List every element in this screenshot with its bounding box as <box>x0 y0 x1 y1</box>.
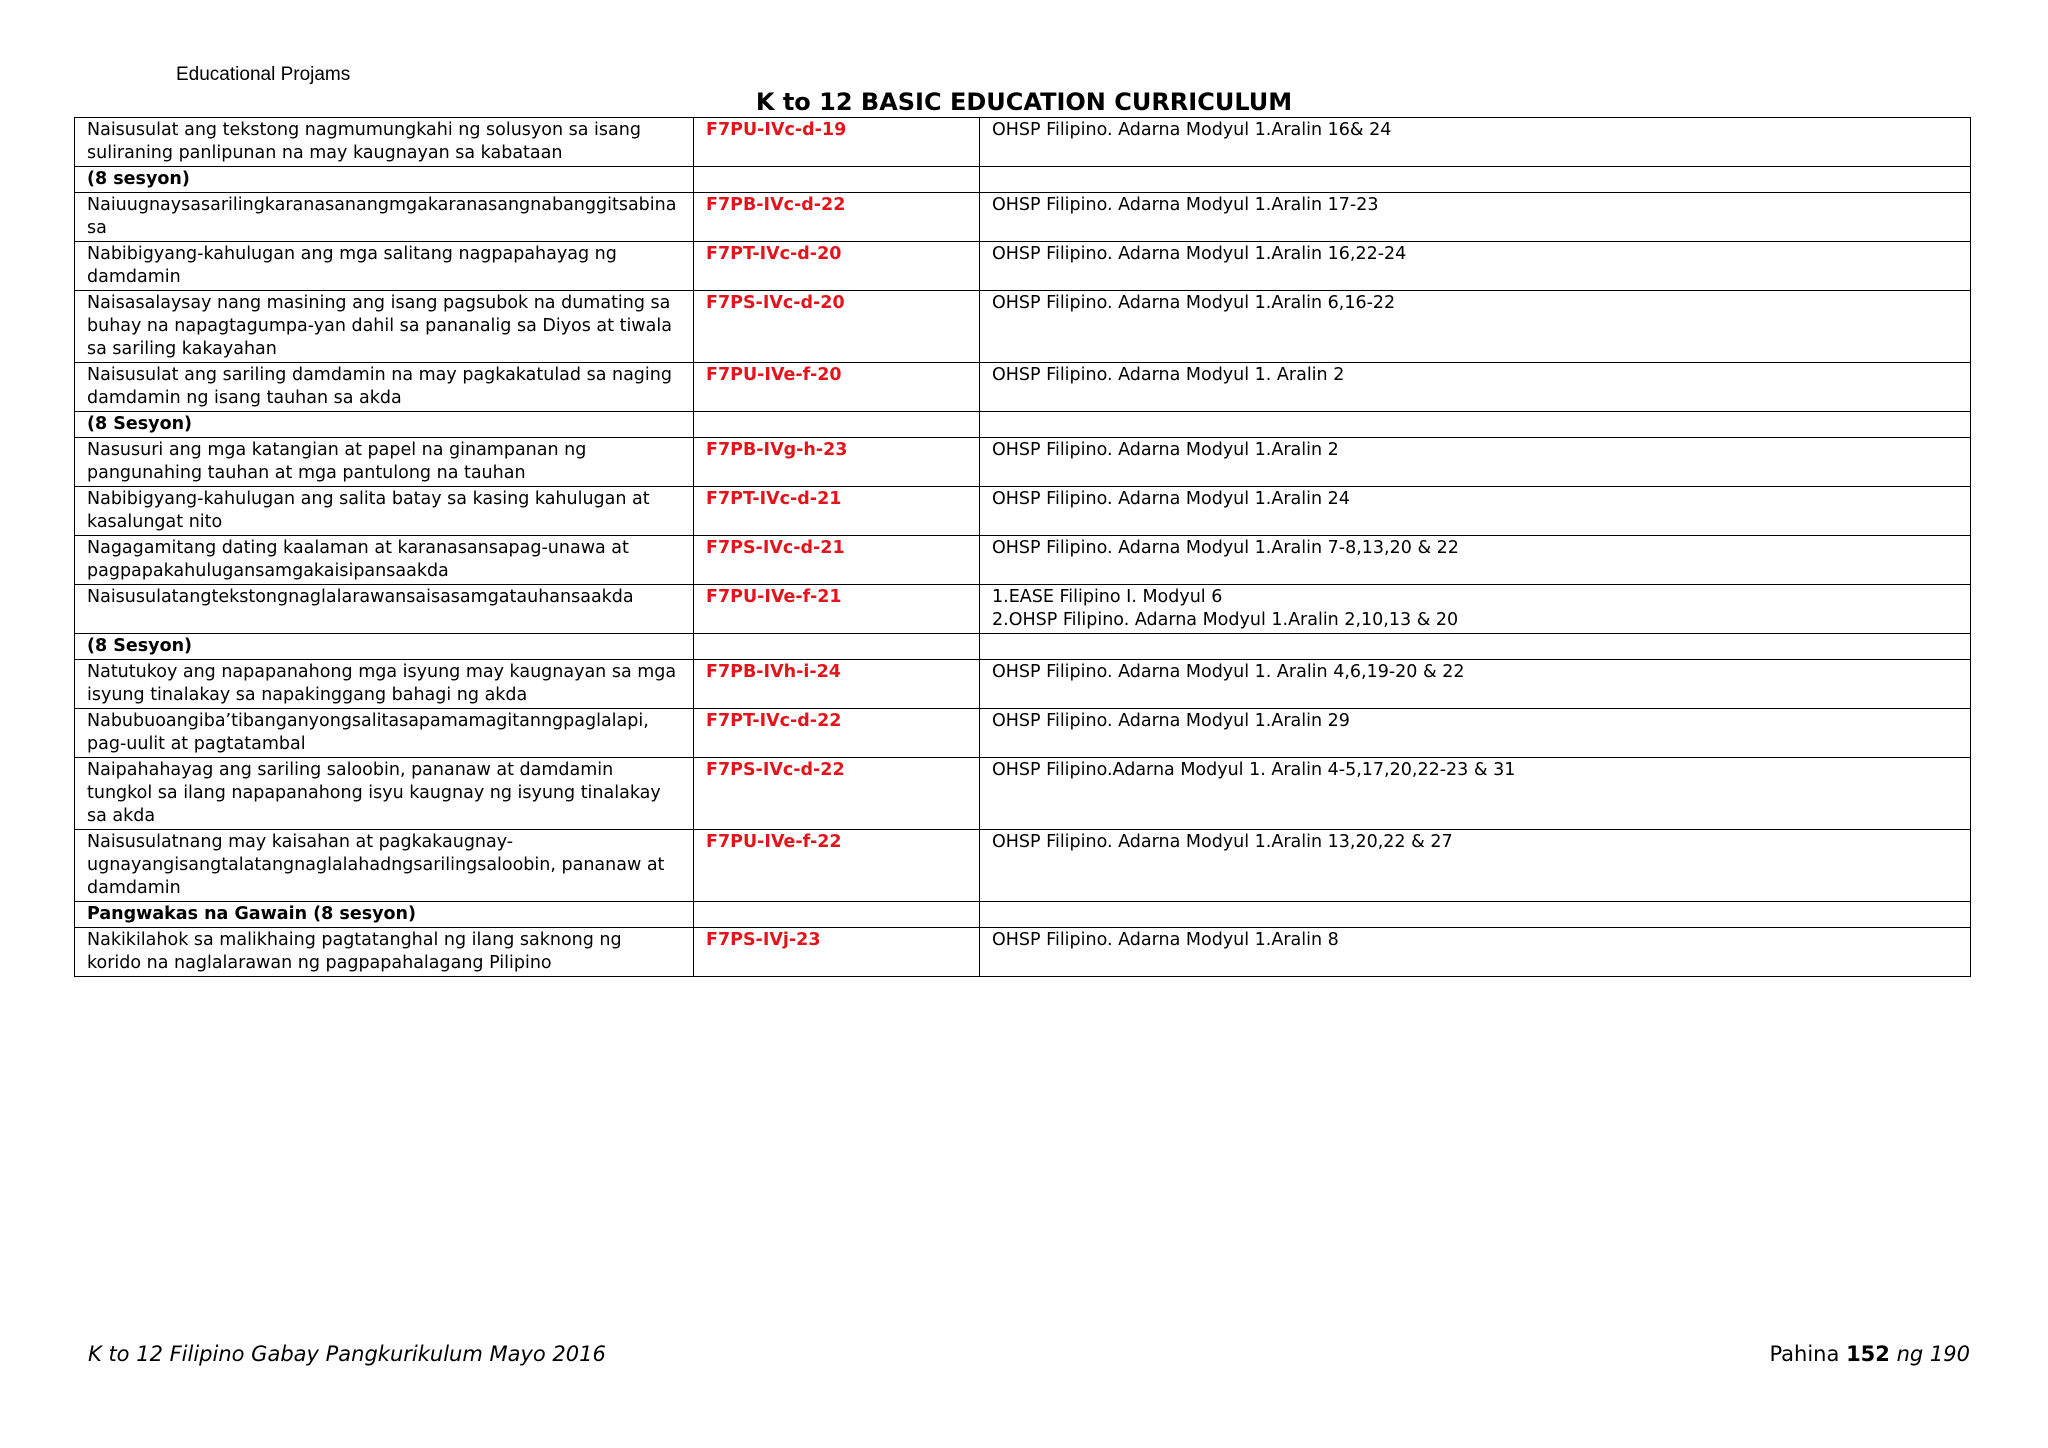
header-note: Educational Projams <box>176 64 351 85</box>
resource-line: OHSP Filipino. Adarna Modyul 1. Aralin 2 <box>992 365 1345 385</box>
resource-line: 2.OHSP Filipino. Adarna Modyul 1.Aralin 2,10,13 & 20 <box>992 610 1459 630</box>
table-row <box>75 758 1971 830</box>
resource-line: OHSP Filipino. Adarna Modyul 1. Aralin 4,6,19-20 & 22 <box>992 662 1465 682</box>
section-row <box>75 902 1971 928</box>
competency-cell: Nagagamitang dating kaalaman at karanasansapag-unawa at pagpapakahulugansamgakaisipansaakda <box>75 536 694 585</box>
resources-cell <box>980 928 1971 977</box>
resources-cell <box>980 118 1971 167</box>
section-heading: (8 Sesyon) <box>75 412 694 438</box>
code-cell: F7PS-IVj-23 <box>694 928 980 977</box>
code-cell <box>694 902 980 928</box>
resources-cell <box>980 167 1971 193</box>
resource-line: OHSP Filipino. Adarna Modyul 1.Aralin 2 <box>992 440 1339 460</box>
competency-cell: Nasusuri ang mga katangian at papel na ginampanan ng pangunahing tauhan at mga pantulong na tauhan <box>75 438 694 487</box>
code-cell: F7PS-IVc-d-22 <box>694 758 980 830</box>
resource-line: OHSP Filipino.Adarna Modyul 1. Aralin 4-5,17,20,22-23 & 31 <box>992 760 1516 780</box>
code-cell: F7PB-IVc-d-22 <box>694 193 980 242</box>
page-number: 152 <box>1846 1342 1890 1366</box>
table-row <box>75 118 1971 167</box>
code-cell <box>694 167 980 193</box>
resources-cell <box>980 363 1971 412</box>
code-cell: F7PU-IVe-f-21 <box>694 585 980 634</box>
resource-line: OHSP Filipino. Adarna Modyul 1.Aralin 24 <box>992 489 1350 509</box>
competency-cell: Naisusulatangtekstongnaglalarawansaisasamgatauhansaakda <box>75 585 694 634</box>
resource-line: OHSP Filipino. Adarna Modyul 1.Aralin 6,16-22 <box>992 293 1396 313</box>
table-row <box>75 438 1971 487</box>
resources-cell <box>980 634 1971 660</box>
competency-cell: Natutukoy ang napapanahong mga isyung may kaugnayan sa mga isyung tinalakay sa napakinggang bahagi ng akda <box>75 660 694 709</box>
page-total: ng 190 <box>1896 1342 1970 1366</box>
competency-cell: Naisasalaysay nang masining ang isang pagsubok na dumating sa buhay na napagtagumpa-yan dahil sa pananalig sa Diyos at tiwala sa sariling kakayahan <box>75 291 694 363</box>
section-row <box>75 634 1971 660</box>
footer-document-name: K to 12 Filipino Gabay Pangkurikulum Mayo 2016 <box>88 1342 606 1366</box>
competency-cell: Naipahahayag ang sariling saloobin, pananaw at damdamin tungkol sa ilang napapanahong isyu kaugnay ng isyung tinalakay sa akda <box>75 758 694 830</box>
resource-line: OHSP Filipino. Adarna Modyul 1.Aralin 16,22-24 <box>992 244 1407 264</box>
resource-line: OHSP Filipino. Adarna Modyul 1.Aralin 13,20,22 & 27 <box>992 832 1453 852</box>
code-cell: F7PU-IVe-f-22 <box>694 830 980 902</box>
resources-cell <box>980 585 1971 634</box>
section-heading: (8 Sesyon) <box>75 634 694 660</box>
resources-cell <box>980 291 1971 363</box>
resources-cell <box>980 660 1971 709</box>
resource-line: OHSP Filipino. Adarna Modyul 1.Aralin 8 <box>992 930 1339 950</box>
competency-cell: Naisusulat ang sariling damdamin na may pagkakatulad sa naging damdamin ng isang tauhan sa akda <box>75 363 694 412</box>
table-row <box>75 585 1971 634</box>
resources-cell <box>980 242 1971 291</box>
table-row <box>75 193 1971 242</box>
resource-line: OHSP Filipino. Adarna Modyul 1.Aralin 29 <box>992 711 1350 731</box>
page-label: Pahina <box>1769 1342 1840 1366</box>
resource-line: 1.EASE Filipino I. Modyul 6 <box>992 587 1223 607</box>
section-row <box>75 412 1971 438</box>
code-cell <box>694 634 980 660</box>
resources-cell <box>980 830 1971 902</box>
resources-cell <box>980 902 1971 928</box>
section-heading: (8 sesyon) <box>75 167 694 193</box>
code-cell: F7PU-IVc-d-19 <box>694 118 980 167</box>
table-row <box>75 536 1971 585</box>
section-heading: Pangwakas na Gawain (8 sesyon) <box>75 902 694 928</box>
table-row <box>75 830 1971 902</box>
table-row <box>75 242 1971 291</box>
resources-cell <box>980 412 1971 438</box>
code-cell: F7PB-IVh-i-24 <box>694 660 980 709</box>
resources-cell <box>980 758 1971 830</box>
code-cell: F7PS-IVc-d-20 <box>694 291 980 363</box>
page-title: K to 12 BASIC EDUCATION CURRICULUM <box>755 88 1293 116</box>
table-row <box>75 363 1971 412</box>
competency-cell: Naiuugnaysasarilingkaranasanangmgakaranasangnabanggitsabinasa <box>75 193 694 242</box>
resources-cell <box>980 536 1971 585</box>
code-cell <box>694 412 980 438</box>
competency-cell: Naisusulatnang may kaisahan at pagkakaugnay-ugnayangisangtalatangnaglalahadngsarilingsaloobin, pananaw at damdamin <box>75 830 694 902</box>
table-row <box>75 928 1971 977</box>
competency-cell: Nabibigyang-kahulugan ang salita batay sa kasing kahulugan at kasalungat nito <box>75 487 694 536</box>
section-row <box>75 167 1971 193</box>
competency-cell: Nakikilahok sa malikhaing pagtatanghal ng ilang saknong ng korido na naglalarawan ng pagpapahalagang Pilipino <box>75 928 694 977</box>
curriculum-table <box>74 117 1971 977</box>
code-cell: F7PB-IVg-h-23 <box>694 438 980 487</box>
resource-line: OHSP Filipino. Adarna Modyul 1.Aralin 7-8,13,20 & 22 <box>992 538 1459 558</box>
resources-cell <box>980 487 1971 536</box>
resources-cell <box>980 709 1971 758</box>
code-cell: F7PS-IVc-d-21 <box>694 536 980 585</box>
resource-line: OHSP Filipino. Adarna Modyul 1.Aralin 16& 24 <box>992 120 1392 140</box>
table-row <box>75 291 1971 363</box>
resources-cell <box>980 193 1971 242</box>
table-row <box>75 660 1971 709</box>
code-cell: F7PT-IVc-d-22 <box>694 709 980 758</box>
footer-page-indicator <box>1769 1342 1970 1366</box>
curriculum-table-body <box>75 118 1971 977</box>
competency-cell: Nabubuoangiba’tibanganyongsalitasapamamagitanngpaglalapi, pag-uulit at pagtatambal <box>75 709 694 758</box>
code-cell: F7PT-IVc-d-21 <box>694 487 980 536</box>
resource-line: OHSP Filipino. Adarna Modyul 1.Aralin 17-23 <box>992 195 1379 215</box>
competency-cell: Nabibigyang-kahulugan ang mga salitang nagpapahayag ng damdamin <box>75 242 694 291</box>
table-row <box>75 709 1971 758</box>
competency-cell: Naisusulat ang tekstong nagmumungkahi ng solusyon sa isang suliraning panlipunan na may kaugnayan sa kabataan <box>75 118 694 167</box>
code-cell: F7PU-IVe-f-20 <box>694 363 980 412</box>
resources-cell <box>980 438 1971 487</box>
table-row <box>75 487 1971 536</box>
code-cell: F7PT-IVc-d-20 <box>694 242 980 291</box>
